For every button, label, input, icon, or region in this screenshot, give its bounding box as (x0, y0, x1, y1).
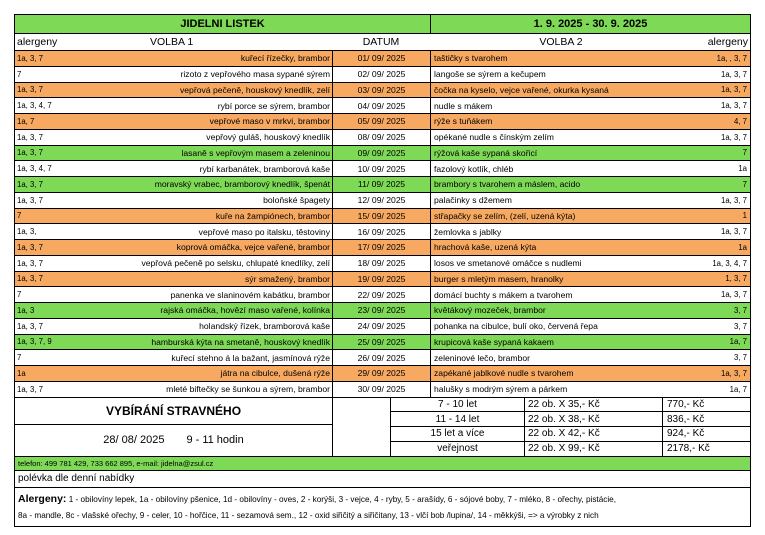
choice2-dish: halušky s modrým sýrem a párkem (434, 384, 568, 395)
price-box (15, 398, 750, 457)
allergens-right: 1a, 7 (729, 337, 747, 347)
allergens-left: 7 (17, 211, 22, 221)
choice2-dish: krupicová kaše sypaná kakaem (434, 336, 554, 347)
allergens-right: 3, 7 (733, 353, 747, 363)
menu-row (15, 130, 750, 146)
choice2-dish: domácí buchty s mákem a tvarohem (434, 289, 573, 300)
col-choice2: VOLBA 2 (539, 36, 583, 48)
header-bar (15, 15, 750, 34)
allergens-left: 1a, 3, 4, 7 (17, 164, 52, 174)
menu-row (15, 209, 750, 225)
soup-note: polévka dle denní nabídky (15, 471, 750, 488)
menu-row (15, 224, 750, 240)
allergens-left: 1a (17, 368, 26, 378)
choice1-dish: kuřecí stehno á la bažant, jasmínová rýže (75, 350, 333, 365)
choice1-dish: koprová omáčka, vejce vařené, brambor (75, 240, 333, 255)
choice1-dish: boloňské špagety (75, 193, 333, 208)
menu-row (15, 177, 750, 193)
choice2-dish: langoše se sýrem a kečupem (434, 69, 546, 80)
allergens-right: 3, 7 (733, 321, 747, 331)
choice1-dish: kuřecí řízečky, brambor (75, 51, 333, 66)
allergens-right: 3, 7 (733, 305, 747, 315)
allergens-left: 1a, 3, (17, 227, 37, 237)
allergens-right: 7 (742, 148, 747, 158)
price-row (391, 412, 750, 427)
choice2-dish: opékané nudle s čínským zelím (434, 132, 554, 143)
collection-date: 28/ 08/ 2025 (103, 434, 165, 446)
date-cell: 10/ 09/ 2025 (333, 161, 431, 176)
collection-time (15, 425, 332, 456)
date-cell: 12/ 09/ 2025 (333, 193, 431, 208)
allergens-left: 1a, 3, 7 (17, 179, 44, 189)
choice1-dish: vepřová pečeně, houskový knedlík, zelí (75, 83, 333, 98)
date-cell: 30/ 09/ 2025 (333, 382, 431, 397)
allergens-left: 1a, 3, 7 (17, 384, 44, 394)
menu-row (15, 287, 750, 303)
allergens-left: 1a, 3, 7 (17, 148, 44, 158)
menu-title: JIDELNI LISTEK (15, 15, 431, 33)
choice1-dish: vepřový guláš, houskový knedlík (75, 130, 333, 145)
price-row (391, 442, 750, 456)
choice2-dish: čočka na kyselo, vejce vařené, okurka kysaná (434, 84, 609, 95)
choice1-dish: moravský vrabec, bramborový knedlík, špenát (75, 177, 333, 192)
allergens-right: 1a, 3, 7 (720, 69, 747, 79)
choice2-dish: zapékané jablkové nudle s tvarohem (434, 368, 574, 379)
allergens-left: 1a, 3, 7 (17, 132, 44, 142)
choice2-dish: taštičky s tvarohem (434, 53, 508, 64)
allergens-left: 1a, 7 (17, 116, 35, 126)
col-allergens-left: alergeny (17, 36, 58, 48)
choice2-dish: hrachová kaše, uzená kýta (434, 242, 537, 253)
allergens-right: 1 (742, 211, 747, 221)
menu-row (15, 350, 750, 366)
choice1-dish: rizoto z vepřového masa sypané sýrem (75, 67, 333, 82)
choice1-dish: vepřová pečeně po selsku, chlupaté knedlíky, zelí (75, 256, 333, 271)
choice2-dish: střapačky se zelím, (zelí, uzená kýta) (434, 210, 576, 221)
allergens-left: 1a, 3 (17, 305, 35, 315)
price-total: 770,- Kč (667, 398, 705, 410)
date-cell: 29/ 09/ 2025 (333, 366, 431, 381)
choice1-dish: holandský řízek, bramborová kaše (75, 319, 333, 334)
allergen-legend (15, 488, 750, 526)
price-age: 11 - 14 let (391, 412, 525, 426)
column-header (15, 34, 750, 51)
menu-row (15, 98, 750, 114)
allergens-right: 1a, 3, 7 (720, 132, 747, 142)
menu-period: 1. 9. 2025 - 30. 9. 2025 (533, 18, 648, 30)
menu-row (15, 114, 750, 130)
choice2-dish: zeleninové lečo, brambor (434, 352, 531, 363)
date-cell: 18/ 09/ 2025 (333, 256, 431, 271)
col-choice1: VOLBA 1 (150, 36, 194, 48)
menu-row (15, 83, 750, 99)
price-detail: 22 ob. X 38,- Kč (525, 412, 663, 426)
choice2-dish: květákový mozeček, brambor (434, 305, 546, 316)
choice2-dish: palačinky s džemem (434, 195, 512, 206)
menu-sheet (14, 14, 751, 527)
menu-row (15, 366, 750, 382)
choice1-dish: vepřové maso v mrkvi, brambor (75, 114, 333, 129)
allergens-right: 1a, , 3, 7 (716, 53, 747, 63)
price-detail: 22 ob. X 99,- Kč (525, 442, 663, 456)
date-cell: 15/ 09/ 2025 (333, 209, 431, 224)
allergens-left: 7 (17, 353, 22, 363)
price-age: veřejnost (391, 442, 525, 456)
allergen-label: Alergeny: (18, 492, 67, 505)
menu-row (15, 303, 750, 319)
date-cell: 09/ 09/ 2025 (333, 146, 431, 161)
price-age: 7 - 10 let (391, 398, 525, 412)
date-cell: 01/ 09/ 2025 (333, 51, 431, 66)
choice2-dish: burger s mletým masem, hranolky (434, 273, 564, 284)
price-total: 924,- Kč (667, 428, 705, 440)
choice1-dish: rajská omáčka, hovězí maso vařené, kolínka (75, 303, 333, 318)
date-cell: 16/ 09/ 2025 (333, 224, 431, 239)
allergens-right: 1a, 3, 7 (720, 195, 747, 205)
choice1-dish: lasaně s vepřovým masem a zeleninou (75, 146, 333, 161)
allergen-line-1 (18, 491, 747, 508)
price-total: 836,- Kč (667, 413, 705, 425)
allergens-left: 7 (17, 69, 22, 79)
choice1-dish: rybí porce se sýrem, brambor (75, 98, 333, 113)
choice1-dish: panenka ve slaninovém kabátku, brambor (75, 287, 333, 302)
price-row (391, 398, 750, 413)
choice1-dish: sýr smažený, brambor (75, 272, 333, 287)
allergens-right: 1a, 3, 7 (720, 290, 747, 300)
date-cell: 23/ 09/ 2025 (333, 303, 431, 318)
allergens-left: 1a, 3, 7 (17, 258, 44, 268)
choice1-dish: rybí karbanátek, bramborová kaše (75, 161, 333, 176)
allergens-right: 1a, 3, 7 (720, 368, 747, 378)
choice2-dish: fazolový kotlík, chléb (434, 163, 514, 174)
choice2-dish: losos ve smetanové omáčce s nudlemi (434, 258, 582, 269)
date-cell: 26/ 09/ 2025 (333, 350, 431, 365)
date-cell: 05/ 09/ 2025 (333, 114, 431, 129)
menu-row (15, 272, 750, 288)
choice2-dish: nudle s mákem (434, 100, 493, 111)
allergens-right: 7 (742, 179, 747, 189)
choice1-dish: hamburská kýta na smetaně, houskový knedlík (75, 335, 333, 350)
allergens-left: 1a, 3, 7, 9 (17, 337, 52, 347)
menu-row (15, 146, 750, 162)
allergens-left: 1a, 3, 7 (17, 274, 44, 284)
menu-row (15, 256, 750, 272)
allergens-right: 1a, 7 (729, 384, 747, 394)
date-cell: 24/ 09/ 2025 (333, 319, 431, 334)
allergens-right: 1a, 3, 4, 7 (712, 258, 747, 268)
menu-row (15, 193, 750, 209)
date-cell: 08/ 09/ 2025 (333, 130, 431, 145)
menu-row (15, 51, 750, 67)
choice1-dish: játra na cibulce, dušená rýže (75, 366, 333, 381)
date-cell: 19/ 09/ 2025 (333, 272, 431, 287)
price-age: 15 let a více (391, 427, 525, 441)
menu-row (15, 382, 750, 398)
allergens-right: 1a (738, 242, 747, 252)
price-table (391, 398, 750, 456)
menu-row (15, 67, 750, 83)
choice1-dish: vepřové maso po italsku, těstoviny (75, 224, 333, 239)
collection-hours: 9 - 11 hodin (186, 434, 244, 446)
choice1-dish: mleté biftečky se šunkou a sýrem, brambor (75, 382, 333, 397)
date-cell: 11/ 09/ 2025 (333, 177, 431, 192)
allergens-left: 1a, 3, 7 (17, 85, 44, 95)
date-cell: 25/ 09/ 2025 (333, 335, 431, 350)
allergens-right: 1, 3, 7 (725, 274, 747, 284)
price-spacer (333, 398, 391, 456)
choice2-dish: rýže s tuňákem (434, 116, 493, 127)
date-cell: 17/ 09/ 2025 (333, 240, 431, 255)
allergens-right: 1a, 3, 7 (720, 227, 747, 237)
date-cell: 04/ 09/ 2025 (333, 98, 431, 113)
price-detail: 22 ob. X 42,- Kč (525, 427, 663, 441)
choice2-dish: rýžová kaše sypaná skořicí (434, 147, 538, 158)
menu-rows (15, 51, 750, 398)
allergens-left: 1a, 3, 7 (17, 242, 44, 252)
choice2-dish: pohanka na cibulce, bulí oko, červená řepa (434, 321, 598, 332)
date-cell: 22/ 09/ 2025 (333, 287, 431, 302)
collection-title: VYBÍRÁNÍ STRAVNÉHO (15, 398, 332, 425)
price-total: 2178,- Kč (667, 443, 710, 455)
col-date: DATUM (362, 36, 400, 48)
contact-info: telefon: 499 781 429, 733 662 895, e-mail: jidelna@zsul.cz (15, 457, 750, 471)
allergens-left: 1a, 3, 7 (17, 321, 44, 331)
choice2-dish: žemlovka s jablky (434, 226, 502, 237)
allergens-left: 1a, 3, 4, 7 (17, 101, 52, 111)
allergens-right: 1a (738, 164, 747, 174)
allergen-line-2: 8a - mandle, 8c - vlašské ořechy, 9 - celer, 10 - hořčice, 11 - sezamová sem., 12 - oxid siřičitý a siřičitany, 13 - vlčí bob /lupina/, 14 - měkkýši, => a výrobky z nich (18, 510, 599, 520)
allergens-right: 4, 7 (733, 116, 747, 126)
allergens-left: 1a, 3, 7 (17, 195, 44, 205)
allergens-right: 1a, 3, 7 (720, 85, 747, 95)
menu-row (15, 335, 750, 351)
price-row (391, 427, 750, 442)
date-cell: 03/ 09/ 2025 (333, 83, 431, 98)
choice1-dish: kuře na žampiónech, brambor (75, 209, 333, 224)
price-detail: 22 ob. X 35,- Kč (525, 398, 663, 412)
col-allergens-right: alergeny (707, 36, 748, 48)
collection-panel (15, 398, 333, 456)
date-cell: 02/ 09/ 2025 (333, 67, 431, 82)
allergen-text-1: 1 - obilovíny lepek, 1a - obilovíny pšenice, 1d - obilovíny - oves, 2 - korýši, 3 - vejce, 4 - ryby, 5 - arašídy, 6 - sójové boby, 7 - mléko, 8 - ořechy, pistácie, (68, 494, 616, 504)
menu-row (15, 161, 750, 177)
allergens-left: 1a, 3, 7 (17, 53, 44, 63)
menu-row (15, 319, 750, 335)
allergens-right: 1a, 3, 7 (720, 101, 747, 111)
menu-row (15, 240, 750, 256)
allergens-left: 7 (17, 290, 22, 300)
choice2-dish: brambory s tvarohem a máslem, acido (434, 179, 581, 190)
